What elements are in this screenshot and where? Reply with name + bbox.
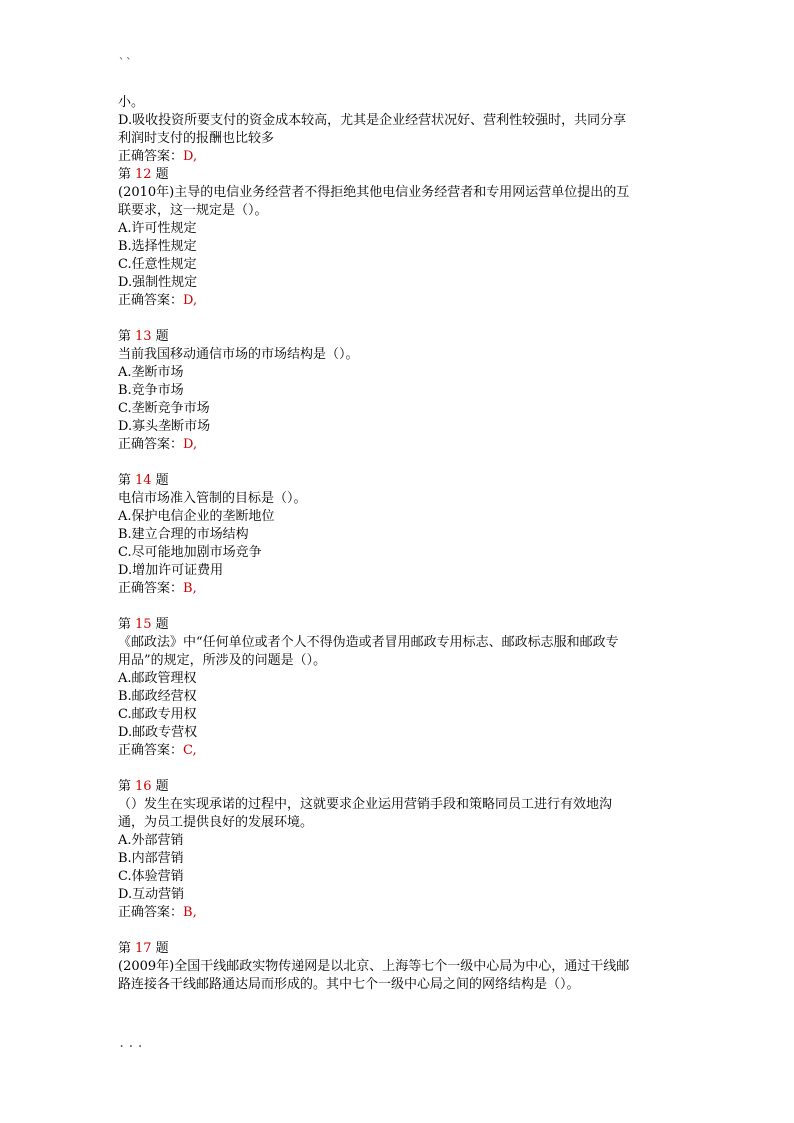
- question-13: [118, 328, 678, 454]
- question-prefix: 第: [118, 473, 132, 488]
- text-line: 小。: [118, 95, 145, 110]
- answer-label: 正确答案：: [118, 581, 184, 596]
- question-text-line: 电信市场准入管制的目标是（）。: [118, 491, 307, 506]
- question-12: [118, 166, 678, 310]
- question-suffix: 题: [155, 941, 169, 956]
- text-line: D.吸收投资所要支付的资金成本较高，尤其是企业经营状况好、营利性较强时，共同分享: [118, 113, 627, 128]
- answer-label: 正确答案：: [118, 905, 184, 920]
- option-line: C.任意性规定: [118, 257, 197, 272]
- answer-line: [118, 742, 678, 760]
- question-14: [118, 472, 678, 598]
- question-heading: [118, 940, 678, 958]
- option-line: D.增加许可证费用: [118, 563, 224, 578]
- option-line: C.垄断竞争市场: [118, 401, 210, 416]
- option-line: C.尽可能地加剧市场竞争: [118, 545, 262, 560]
- answer-value: D,: [183, 437, 198, 452]
- option-line: D.寡头垄断市场: [118, 419, 211, 434]
- question-suffix: 题: [155, 473, 169, 488]
- answer-line: [118, 292, 678, 310]
- text-line: 利润时支付的报酬也比较多: [118, 131, 275, 146]
- answer-value: B,: [183, 581, 197, 596]
- question-text-line: （）发生在实现承诺的过程中，这就要求企业运用营销手段和策略同员工进行有效地沟: [118, 797, 613, 812]
- question-heading: [118, 328, 678, 346]
- question-text-line: 联要求，这一规定是（）。: [118, 203, 268, 218]
- question-prefix: 第: [118, 167, 132, 182]
- question-17: [118, 940, 678, 994]
- question-number: 16: [135, 779, 152, 794]
- question-prefix: 第: [118, 779, 132, 794]
- option-line: B.竞争市场: [118, 383, 184, 398]
- answer-value: D,: [183, 293, 198, 308]
- question-15: [118, 616, 678, 760]
- question-suffix: 题: [155, 779, 169, 794]
- question-heading: [118, 778, 678, 796]
- question-suffix: 题: [155, 167, 169, 182]
- answer-value: B,: [183, 905, 197, 920]
- question-suffix: 题: [155, 617, 169, 632]
- option-line: A.垄断市场: [118, 365, 184, 380]
- option-line: B.邮政经营权: [118, 689, 197, 704]
- question-16: [118, 778, 678, 922]
- header-mark: ``: [118, 56, 133, 70]
- question-number: 12: [135, 167, 152, 182]
- question-prefix: 第: [118, 941, 132, 956]
- question-list: [118, 94, 678, 994]
- answer-label: 正确答案：: [118, 437, 184, 452]
- question-heading: [118, 472, 678, 490]
- question-text-line: 当前我国移动通信市场的市场结构是（）。: [118, 347, 359, 362]
- answer-label: 正确答案：: [118, 293, 184, 308]
- question-heading: [118, 616, 678, 634]
- question-text-line: 《邮政法》中“任何单位或者个人不得伪造或者冒用邮政专用标志、邮政标志服和邮政专: [118, 635, 619, 650]
- question-text-line: (2010年)主导的电信业务经营者不得拒绝其他电信业务经营者和专用网运营单位提出的互: [118, 185, 630, 200]
- answer-line: [118, 436, 678, 454]
- option-line: B.选择性规定: [118, 239, 197, 254]
- question-text-line: (2009年)全国干线邮政实物传递网是以北京、上海等七个一级中心局为中心，通过干线邮: [118, 959, 630, 974]
- option-line: A.保护电信企业的垄断地位: [118, 509, 275, 524]
- option-line: D.互动营销: [118, 887, 185, 902]
- question-number: 13: [135, 329, 152, 344]
- question-text-line: 路连接各干线邮路通达局而形成的。其中七个一级中心局之间的网络结构是（）。: [118, 977, 580, 992]
- answer-line: [118, 904, 678, 922]
- option-line: D.邮政专营权: [118, 725, 198, 740]
- option-line: C.邮政专用权: [118, 707, 197, 722]
- question-number: 15: [135, 617, 152, 632]
- question-prefix: 第: [118, 329, 132, 344]
- footer-mark: ...: [118, 1036, 146, 1050]
- question-heading: [118, 166, 678, 184]
- question-11-tail: [118, 94, 678, 166]
- answer-value: C,: [183, 743, 197, 758]
- answer-line: [118, 580, 678, 598]
- question-suffix: 题: [155, 329, 169, 344]
- answer-line: [118, 148, 678, 166]
- question-text-line: 用品”的规定，所涉及的问题是（）。: [118, 653, 327, 668]
- option-line: A.外部营销: [118, 833, 184, 848]
- question-number: 17: [135, 941, 152, 956]
- answer-label: 正确答案：: [118, 743, 184, 758]
- option-line: B.内部营销: [118, 851, 184, 866]
- option-line: D.强制性规定: [118, 275, 198, 290]
- question-text-line: 通，为员工提供良好的发展环境。: [118, 815, 314, 830]
- option-line: A.邮政管理权: [118, 671, 197, 686]
- answer-value: D,: [183, 149, 198, 164]
- answer-label: 正确答案：: [118, 149, 184, 164]
- option-line: B.建立合理的市场结构: [118, 527, 249, 542]
- question-prefix: 第: [118, 617, 132, 632]
- question-number: 14: [135, 473, 152, 488]
- option-line: A.许可性规定: [118, 221, 197, 236]
- option-line: C.体验营销: [118, 869, 184, 884]
